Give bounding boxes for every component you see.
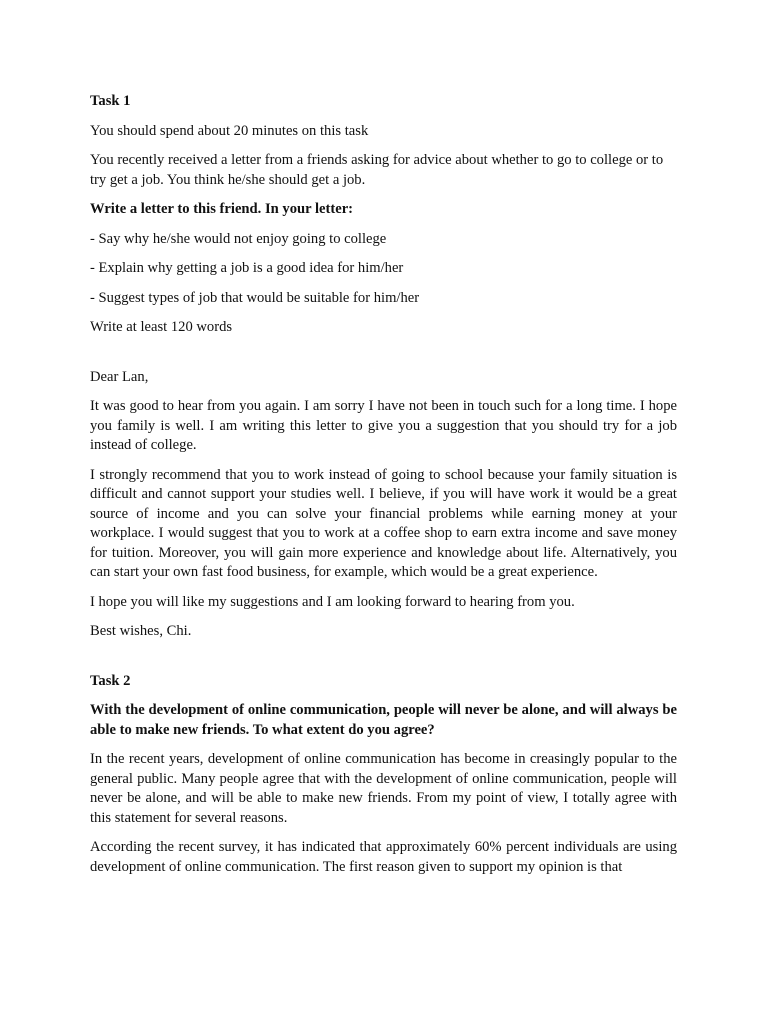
task1-heading: Task 1 bbox=[90, 93, 131, 109]
task2-heading: Task 2 bbox=[90, 672, 131, 689]
task1-prompt: You recently received a letter from a friends asking for advice about whether to go to college or to try get a job. You think he/she should get a job. bbox=[90, 152, 664, 188]
task1-bullet: - Say why he/she would not enjoy going to college bbox=[90, 230, 387, 247]
task2-question: With the development of online communication, people will never be alone, and will always be able to make new friends. To what extent do you agree? bbox=[90, 702, 677, 738]
task1-instruction: Write a letter to this friend. In your letter: bbox=[90, 201, 354, 217]
task1-time-note: You should spend about 20 minutes on this task bbox=[90, 122, 369, 139]
essay-paragraph: According the recent survey, it has indicated that approximately 60% percent individuals are using development of online communication. The first reason given to support my opinion is that bbox=[90, 839, 677, 875]
document-page bbox=[90, 92, 677, 887]
essay-paragraph: In the recent years, development of online communication has become in creasingly popular to the general public. Many people agree that with the development of online communication, people will never be alone, and will be able to make new friends. From my point of view, I totally agree with this statement for several reasons. bbox=[90, 751, 677, 826]
task1-bullet: - Explain why getting a job is a good idea for him/her bbox=[90, 260, 404, 276]
task1-word-count: Write at least 120 words bbox=[90, 319, 233, 335]
letter-closing: Best wishes, Chi. bbox=[90, 623, 192, 639]
letter-paragraph: It was good to hear from you again. I am sorry I have not been in touch such for a long time. I hope you family is well. I am writing this letter to give you a suggestion that you should try for a job instead of college. bbox=[90, 398, 677, 453]
spacer bbox=[90, 652, 677, 672]
task1-bullet: - Suggest types of job that would be suitable for him/her bbox=[90, 289, 420, 306]
spacer bbox=[90, 348, 677, 368]
letter-paragraph: I hope you will like my suggestions and I am looking forward to hearing from you. bbox=[90, 593, 575, 610]
letter-greeting: Dear Lan, bbox=[90, 368, 149, 385]
letter-paragraph: I strongly recommend that you to work instead of going to school because your family situation is difficult and cannot support your studies well. I believe, if you will have work it would be a great source of income and you can solve your financial problems while earning money at your workplace. I would suggest that you to work at a coffee shop to earn extra income and save money for tuition. Moreover, you will gain more experience and knowledge about life. Alternatively, you can start your own fast food business, for example, which would be a great experience. bbox=[90, 466, 677, 580]
